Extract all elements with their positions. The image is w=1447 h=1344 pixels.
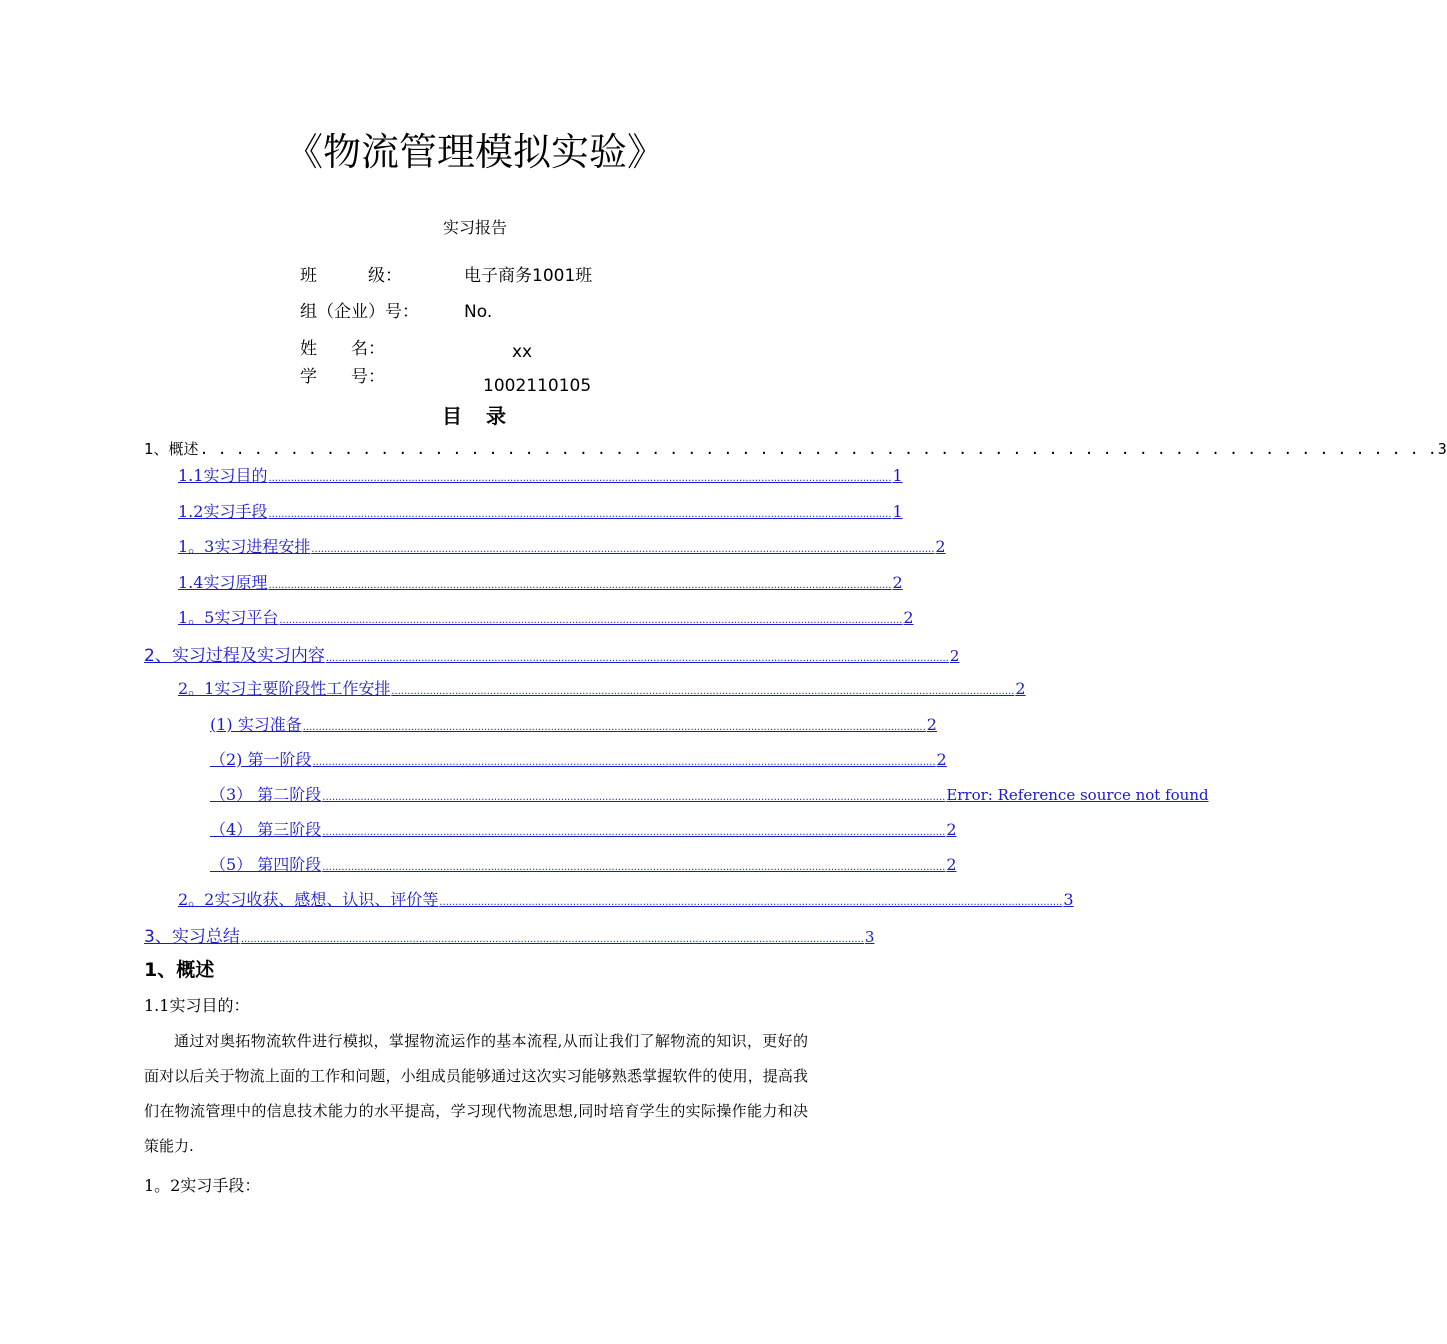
toc-entry-page: Error: Reference source not found (946, 786, 1209, 804)
toc-entry-label: (1) 实习准备 (210, 715, 302, 734)
toc-entry-stage-3[interactable] (210, 782, 1209, 810)
section-1-1-paragraph: 通过对奥拓物流软件进行模拟，掌握物流运作的基本流程,从而让我们了解物流的知识，更好的面对以后关于物流上面的工作和问题，小组成员能够通过这次实习能够熟悉掌握软件的使用，提高我们在物流管理中的信息技术能力的水平提高，学习现代物流思想,同时培育学生的实际操作能力和决策能力. (144, 1032, 808, 1155)
toc-entry-label: （2) 第一阶段 (210, 750, 312, 769)
toc-leader: .................................................................................................................................................................................................... (391, 686, 1015, 697)
toc-entry-page: 1 (892, 502, 903, 521)
toc-entry-label: （4） 第三阶段 (210, 820, 322, 839)
toc-entry-page: 2 (935, 537, 946, 556)
toc-entry-stage-5[interactable] (210, 852, 957, 880)
toc-entry-page: 2 (946, 820, 957, 839)
toc-entry-page: 2 (936, 750, 947, 769)
section-1-2-heading: 1。2实习手段： (144, 1176, 261, 1195)
toc-entry-label: 1.4实习原理 (178, 573, 268, 592)
toc-entry-2-1[interactable] (178, 676, 1026, 704)
toc-entry-page: 3 (1437, 440, 1447, 458)
section-1-heading: 1、概述 (144, 959, 215, 981)
toc-entry-page: 2 (949, 647, 960, 665)
toc-leader: .................................................................................................................................................................................................... (439, 897, 1063, 908)
toc-heading: 目 录 (442, 404, 508, 428)
toc-leader: .................................................................................................................................................................................................... (279, 615, 903, 626)
toc-leader: .................................................................................................................................................................................................... (322, 827, 946, 838)
info-label-student-id: 学 号： (300, 367, 385, 387)
toc-leader: .................................................................................................................................................................................................... (311, 544, 935, 555)
toc-entry-label: （3） 第二阶段 (210, 785, 322, 804)
info-value-group: No. (464, 302, 493, 322)
toc-entry-label: 1.1实习目的 (178, 466, 268, 485)
toc-entry-3[interactable] (144, 922, 875, 950)
toc-entry-stage-4[interactable] (210, 817, 957, 845)
info-label-group: 组（企业）号： (300, 302, 419, 322)
info-value-name: xx (512, 342, 533, 362)
toc-leader: . . . . . . . . . . . . . . . . . . . . . . . . . . . . . . . . . . . . . . . . . . . . . . . . . . . . . . . . . . . . . . . . . . . . . (199, 440, 1437, 458)
toc-entry-label: （5） 第四阶段 (210, 855, 322, 874)
info-label-class: 班 级： (300, 266, 402, 286)
toc-entry-label: 1.2实习手段 (178, 502, 268, 521)
info-value-class: 电子商务1001班 (464, 266, 593, 286)
document-subtitle: 实习报告 (442, 218, 507, 237)
toc-entry-page: 1 (892, 466, 903, 485)
toc-entry-label: 1。3实习进程安排 (178, 537, 311, 556)
toc-entry-page: 2 (903, 608, 914, 627)
toc-entry-label: 2、实习过程及实习内容 (144, 646, 325, 666)
toc-entry-page: 2 (946, 855, 957, 874)
toc-leader: .................................................................................................................................................................................................... (325, 653, 949, 664)
toc-entry-1-4[interactable] (178, 570, 903, 598)
toc-entry-label: 1、概述 (144, 440, 199, 458)
toc-entry-label: 2。2实习收获、感想、认识、评价等 (178, 890, 439, 909)
toc-entry-1-5[interactable] (178, 605, 914, 633)
toc-entry-page: 3 (1063, 890, 1074, 909)
toc-entry-page: 2 (1015, 679, 1026, 698)
toc-leader: .................................................................................................................................................................................................... (268, 473, 892, 484)
toc-leader: .................................................................................................................................................................................................... (322, 862, 946, 873)
toc-leader: .................................................................................................................................................................................................... (322, 792, 946, 803)
toc-entry-page: 2 (892, 573, 903, 592)
toc-entry-stage-2[interactable] (210, 747, 947, 775)
toc-entry-1-1[interactable] (178, 463, 903, 491)
toc-entry-stage-1[interactable] (210, 712, 937, 740)
toc-leader: .................................................................................................................................................................................................... (268, 580, 892, 591)
toc-entry-2[interactable] (144, 641, 960, 669)
info-label-name: 姓 名： (300, 339, 385, 359)
document-title: 《物流管理模拟实验》 (284, 130, 665, 174)
toc-leader: .................................................................................................................................................................................................... (240, 934, 864, 945)
toc-entry-label: 1。5实习平台 (178, 608, 279, 627)
toc-entry-1-3[interactable] (178, 534, 946, 562)
toc-entry-2-2[interactable] (178, 887, 1074, 915)
info-value-student-id: 1002110105 (483, 376, 592, 396)
toc-entry-1[interactable] (144, 438, 1447, 466)
toc-entry-page: 2 (926, 715, 937, 734)
toc-leader: .................................................................................................................................................................................................... (312, 757, 936, 768)
toc-entry-1-2[interactable] (178, 499, 903, 527)
toc-leader: .................................................................................................................................................................................................... (268, 509, 892, 520)
section-1-1-heading: 1.1实习目的： (144, 996, 250, 1015)
toc-entry-page: 3 (864, 928, 875, 946)
toc-entry-label: 3、实习总结 (144, 927, 240, 947)
toc-entry-label: 2。1实习主要阶段性工作安排 (178, 679, 391, 698)
toc-leader: .................................................................................................................................................................................................... (302, 722, 926, 733)
